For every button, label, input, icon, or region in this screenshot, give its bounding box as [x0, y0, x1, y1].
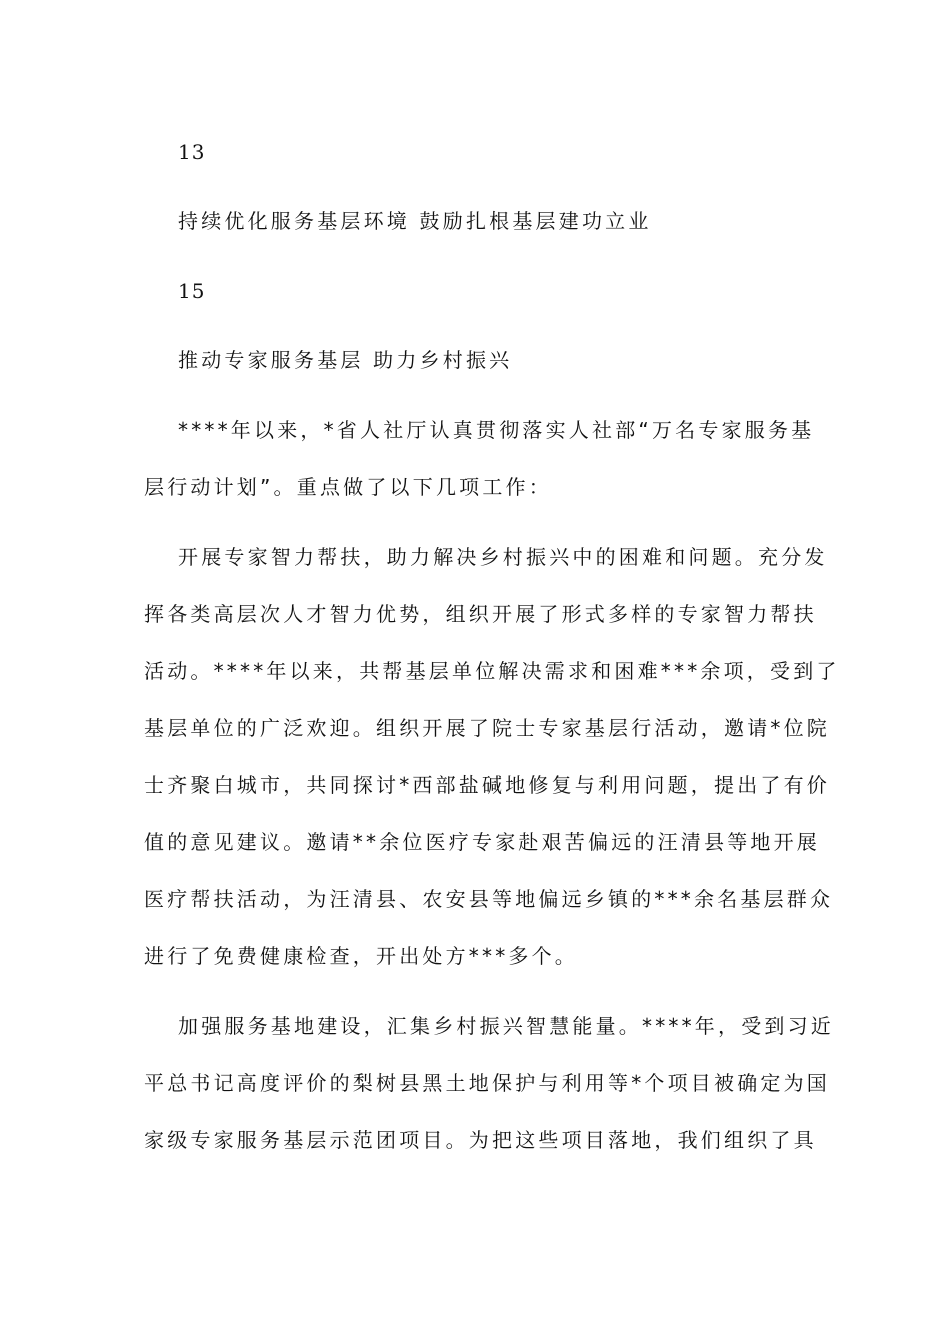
paragraph-line: 挥各类高层次人才智力优势，组织开展了形式多样的专家智力帮扶 — [144, 602, 817, 626]
paragraph-line: 家级专家服务基层示范团项目。为把这些项目落地，我们组织了具 — [144, 1128, 817, 1152]
paragraph-line: 进行了免费健康检查，开出处方***多个。 — [144, 944, 578, 968]
paragraph-line: 平总书记高度评价的梨树县黑土地保护与利用等*个项目被确定为国 — [144, 1071, 830, 1095]
section-heading-1: 持续优化服务基层环境 鼓励扎根基层建功立业 — [178, 209, 652, 233]
page-number-13: 13 — [178, 140, 206, 164]
paragraph-line: 基层单位的广泛欢迎。组织开展了院士专家基层行活动，邀请*位院 — [144, 716, 830, 740]
paragraph-line: 医疗帮扶活动，为汪清县、农安县等地偏远乡镇的***余名基层群众 — [144, 887, 834, 911]
paragraph-line: 士齐聚白城市，共同探讨*西部盐碱地修复与利用问题，提出了有价 — [144, 773, 830, 797]
section-heading-2: 推动专家服务基层 助力乡村振兴 — [178, 348, 513, 372]
paragraph-line: 加强服务基地建设，汇集乡村振兴智慧能量。****年，受到习近 — [178, 1014, 834, 1038]
paragraph-line: 活动。****年以来，共帮基层单位解决需求和困难***余项，受到了 — [144, 659, 840, 683]
paragraph-line: ****年以来，*省人社厅认真贯彻落实人社部“万名专家服务基 — [178, 418, 815, 442]
paragraph-line: 值的意见建议。邀请**余位医疗专家赴艰苦偏远的汪清县等地开展 — [144, 830, 820, 854]
paragraph-line: 层行动计划”。重点做了以下几项工作： — [144, 475, 552, 499]
page-number-15: 15 — [178, 279, 206, 303]
paragraph-line: 开展专家智力帮扶，助力解决乡村振兴中的困难和问题。充分发 — [178, 545, 828, 569]
